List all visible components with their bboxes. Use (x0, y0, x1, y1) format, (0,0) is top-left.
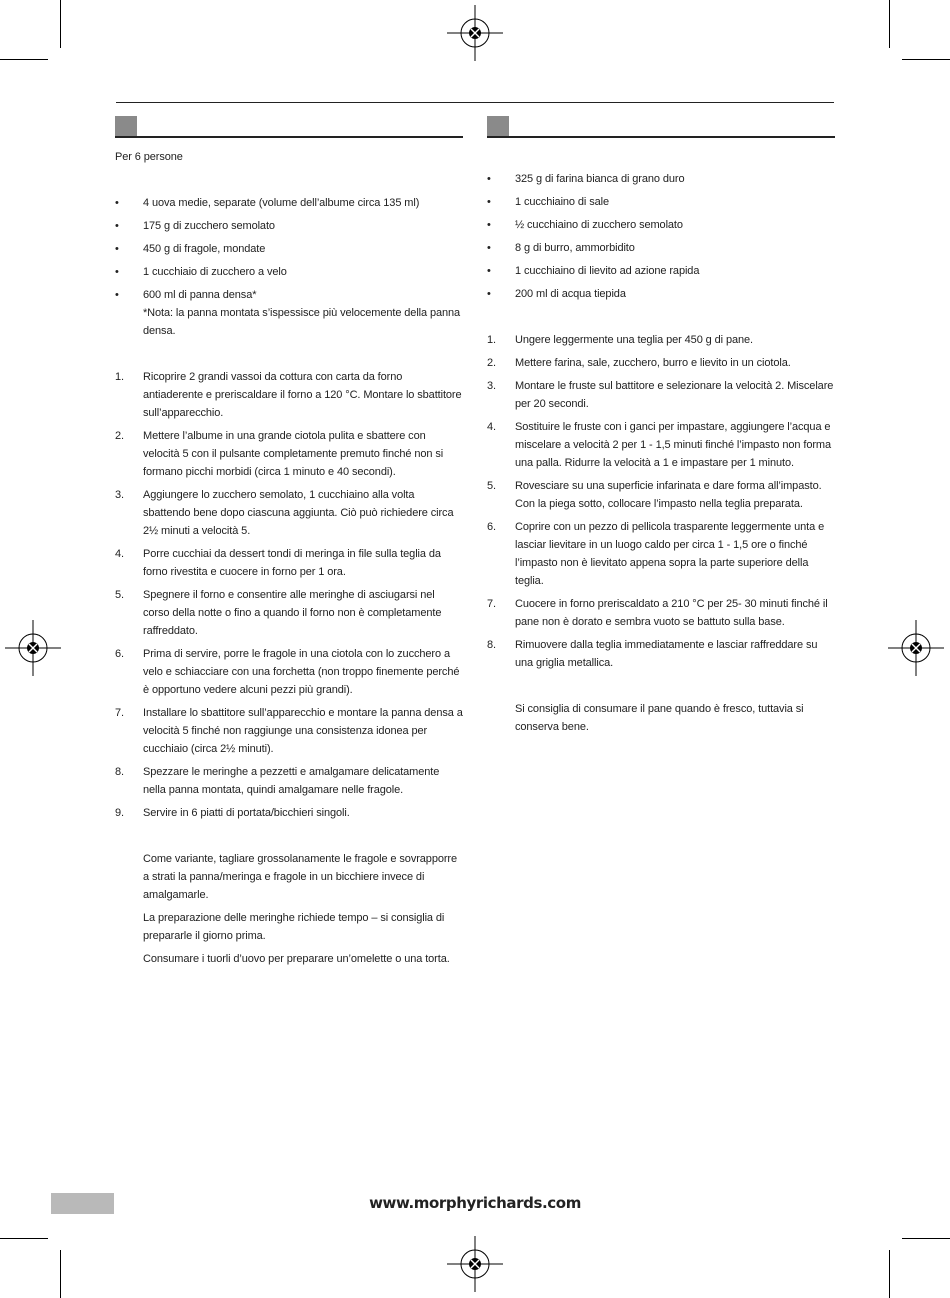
registration-mark-icon (447, 1236, 503, 1292)
left-ingredients-list (115, 194, 463, 304)
cream-note: *Nota: la panna montata s’ispessisce più velocemente della panna densa. (143, 307, 461, 337)
tip-text: Si consiglia di consumare il pane quando è fresco, tuttavia si conserva bene. (515, 703, 804, 733)
list-item: • 200 ml di acqua tiepida (487, 288, 626, 300)
tip-text: Come variante, tagliare grossolanamente le fragole e sovrapporre a strati la panna/meringa e fragole in un bicchiere invece di amalgamarle. (143, 853, 457, 901)
registration-mark-icon (447, 5, 503, 61)
step-item: 1. Ungere leggermente una teglia per 450 g di pane. (487, 334, 753, 346)
list-item: • 1 cucchiaino di lievito ad azione rapida (487, 265, 700, 277)
step-item: 7. Cuocere in forno preriscaldato a 210 °C per 25- 30 minuti finché il pane non è dorato e sembra vuoto se battuto sulla base. (487, 598, 828, 628)
step-item: 2. Mettere l’albume in una grande ciotola pulita e sbattere con velocità 5 con il pulsante completamente premuto finché non si formano picchi morbidi (circa 1 minuto e 40 secondi). (115, 430, 444, 478)
list-item: • ½ cucchiaino di zucchero semolato (487, 219, 683, 231)
crop-mark (889, 1250, 890, 1298)
list-item: • 8 g di burro, ammorbidito (487, 242, 635, 254)
right-section-heading (487, 116, 835, 138)
left-tips (115, 850, 463, 968)
crop-mark (902, 59, 950, 60)
crop-mark (0, 1238, 48, 1239)
list-item: • 1 cucchiaio di zucchero a velo (115, 266, 287, 278)
crop-mark (60, 1250, 61, 1298)
step-item: 4. Sostituire le fruste con i ganci per impastare, aggiungere l’acqua e miscelare a velocità 2 per 1 - 1,5 minuti finché l’impasto non forma una palla. Ridurre la velocità a 1 e impastare per 1 minuto. (487, 421, 832, 469)
step-item: 2. Mettere farina, sale, zucchero, burro e lievito in un ciotola. (487, 357, 791, 369)
step-item: 6. Prima di servire, porre le fragole in una ciotola con lo zucchero a velo e schiacciare con una forchetta (non troppo finemente perché è opportuno vedere alcuni pezzi più grandi). (115, 648, 460, 696)
list-item: • 325 g di farina bianca di grano duro (487, 173, 685, 185)
step-item: 8. Rimuovere dalla teglia immediatamente e lasciar raffreddare su una griglia metallica. (487, 639, 818, 669)
list-item: • 1 cucchiaino di sale (487, 196, 610, 208)
step-item: 7. Installare lo sbattitore sull’apparecchio e montare la panna densa a velocità 5 finché non raggiunge una consistenza idonea per cucchiaio (circa 2½ minuti). (115, 707, 463, 755)
right-column (487, 116, 835, 741)
list-item: • 450 g di fragole, mondate (115, 243, 266, 255)
crop-mark (60, 0, 61, 48)
tip-text: Consumare i tuorli d’uovo per preparare un’omelette o una torta. (143, 953, 450, 965)
crop-mark (0, 59, 48, 60)
step-item: 5. Spegnere il forno e consentire alle meringhe di asciugarsi nel corso della notte o fino a quando il forno non è completamente raffreddato. (115, 589, 442, 637)
crop-mark (889, 0, 890, 48)
step-item: 1. Ricoprire 2 grandi vassoi da cottura con carta da forno antiaderente e preriscaldare il forno a 120 °C. Montare lo sbattitore sull’apparecchio. (115, 371, 462, 419)
list-item: • 4 uova medie, separate (volume dell’albume circa 135 ml) (115, 197, 420, 209)
left-steps-list (115, 368, 463, 822)
top-rule (116, 102, 834, 103)
step-item: 8. Spezzare le meringhe a pezzetti e amalgamare delicatamente nella panna montata, quindi amalgamare nelle fragole. (115, 766, 440, 796)
website-url: www.morphyrichards.com (369, 1194, 581, 1212)
list-item: • 600 ml di panna densa* (115, 289, 257, 301)
registration-mark-icon (5, 620, 61, 676)
step-item: 5. Rovesciare su una superficie infarinata e dare forma all’impasto. Con la piega sotto, collocare l’impasto nella teglia preparata. (487, 480, 822, 510)
list-item: • 175 g di zucchero semolato (115, 220, 275, 232)
left-column (115, 116, 463, 973)
left-section-heading (115, 116, 463, 138)
step-item: 3. Aggiungere lo zucchero semolato, 1 cucchiaino alla volta sbattendo bene dopo ciascuna aggiunta. Ciò può richiedere circa 2½ minuti a velocità 5. (115, 489, 454, 537)
registration-mark-icon (888, 620, 944, 676)
step-item: 3. Montare le fruste sul battitore e selezionare la velocità 2. Miscelare per 20 secondi. (487, 380, 834, 410)
step-item: 9. Servire in 6 piatti di portata/bicchieri singoli. (115, 807, 350, 819)
crop-mark (902, 1238, 950, 1239)
right-ingredients-list (487, 170, 835, 303)
heading-square (115, 116, 137, 136)
right-steps-list (487, 331, 835, 672)
tip-text: La preparazione delle meringhe richiede tempo – si consiglia di prepararle il giorno prima. (143, 912, 445, 942)
step-item: 6. Coprire con un pezzo di pellicola trasparente leggermente unta e lasciar lievitare in un luogo caldo per circa 1 - 1,5 ore o finché l’impasto non è lievitato appena sopra la parte superiore della teglia. (487, 521, 825, 587)
step-item: 4. Porre cucchiai da dessert tondi di meringa in file sulla teglia da forno rivestita e cuocere in forno per 1 ora. (115, 548, 441, 578)
heading-square (487, 116, 509, 136)
serves-text: Per 6 persone (115, 151, 183, 163)
